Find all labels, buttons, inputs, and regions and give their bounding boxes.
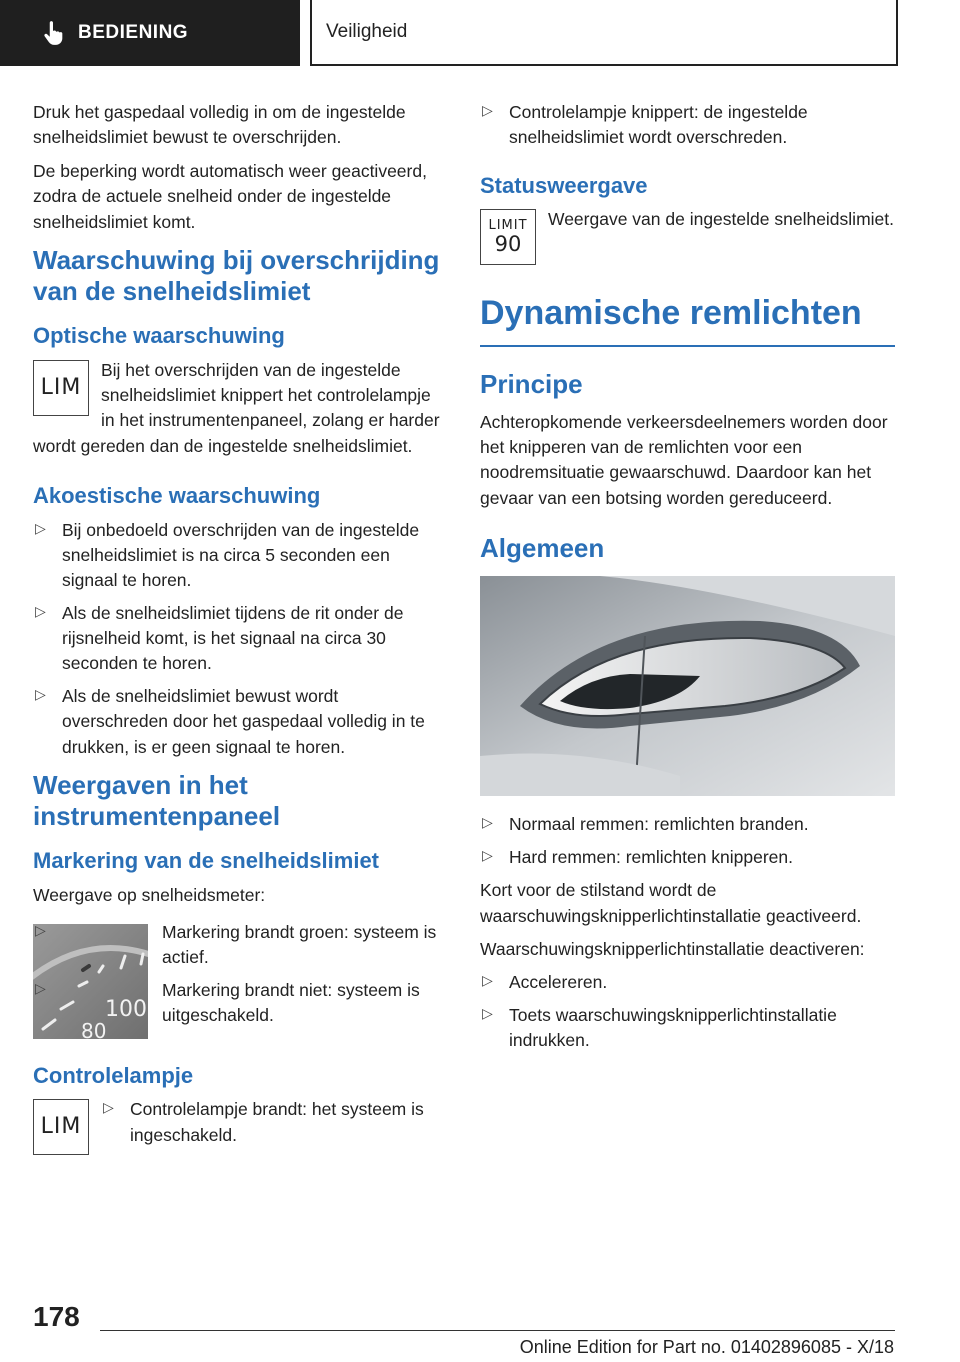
list-item: ▷ Als de snelheidslimiet bewust wordt overschreden door het gaspedaal volledig in te drukken, is er geen signaal te horen. [35,685,425,757]
triangle-bullet-icon: ▷ [103,1099,114,1116]
general-list [480,812,895,870]
pointing-hand-icon [40,20,66,46]
intro-paragraph-2: De beperking wordt automatisch weer geactiveerd, zodra de actuele snelheid onder de ingestelde snelheidslimiet komt. [33,160,427,232]
heading-general: Algemeen [480,533,605,564]
heading-display: Weergaven in het instrumentenpaneel [33,769,281,832]
tail-light-image [480,576,895,796]
triangle-bullet-icon: ▷ [482,1004,493,1021]
triangle-bullet-icon: ▷ [35,519,46,536]
list-item: ▷ Hard remmen: remlichten knipperen. [482,846,794,867]
triangle-bullet-icon: ▷ [482,846,493,863]
chapter-title: Veiligheid [326,21,408,43]
triangle-bullet-icon: ▷ [35,922,46,939]
list-item: ▷ Controlelampje knippert: de ingestelde snelheidslimiet wordt overschreden. [482,102,808,148]
limit-90-icon: LIMIT 90 [480,209,536,265]
footer-divider [100,1330,895,1331]
list-item: ▷ Toets waarschuwingsknipperlichtinstallatie indrukken. [482,1004,837,1051]
optical-warning-block [33,358,445,468]
speedo-label-80: 80 [81,1019,107,1040]
list-item: ▷ Markering brandt groen: systeem is actief. [35,922,437,968]
page-number: 178 [33,1301,80,1332]
marking-intro: Weergave op snelheidsmeter: [33,884,266,905]
heading-optical: Optische waarschuwing [33,323,285,349]
deactivate-list [480,970,895,1053]
lim-indicator-icon: LIM [33,360,89,416]
triangle-bullet-icon: ▷ [35,685,46,702]
lamp-list [101,1097,445,1155]
status-block [480,207,895,269]
list-item: ▷ Bij onbedoeld overschrijden van de ingestelde snelheidslimiet is na circa 5 seconden een signaal te horen. [35,519,420,591]
lamp-block [33,1097,445,1163]
general-paragraph-1: Kort voor de stilstand wordt de waarschuwingsknipperlichtinstallatie geactiveerd. [480,880,862,926]
triangle-bullet-icon: ▷ [35,602,46,619]
heading-marking: Markering van de snelheidslimiet [33,848,380,874]
heading-lamp: Controlelampje [33,1063,194,1089]
optical-text: Bij het overschrijden van de ingestelde snelheidslimiet knippert het controlelampje in het instrumentenpaneel, zolang er harder wordt gereden dan de ingestelde snelheidslimiet. [33,359,440,456]
marking-block [33,916,445,1047]
top-list [480,100,895,151]
acoustic-list [33,518,445,760]
list-item: ▷ Controlelampje brandt: het systeem is ingeschakeld. [103,1099,424,1145]
list-item: ▷ Markering brandt niet: systeem is uitgeschakeld. [35,979,420,1026]
heading-principle: Principe [480,368,583,399]
list-item: ▷ Als de snelheidslimiet tijdens de rit onder de rijsnelheid komt, is het signaal na circa 30 seconden te horen. [35,602,404,674]
right-column [480,100,895,1061]
triangle-bullet-icon: ▷ [482,102,493,118]
left-column [33,100,445,1163]
heading-dynamic-brake-lights: Dynamische remlichten [480,295,895,346]
intro-paragraph-1: Druk het gaspedaal volledig in om de ingestelde snelheidslimiet bewust te overschrijden. [33,102,406,148]
heading-warning: Waarschuwing bij overschrijding van de snelheidslimiet [33,244,440,307]
edition-footer: Online Edition for Part no. 01402896085 - X/18 [519,1337,894,1357]
triangle-bullet-icon: ▷ [482,972,493,989]
list-item: ▷ Normaal remmen: remlichten branden. [482,814,809,835]
lim-indicator-icon: LIM [33,1099,89,1155]
section-title: BEDIENING [78,22,189,44]
status-text: Weergave van de ingestelde snelheidslimiet. [548,209,894,230]
triangle-bullet-icon: ▷ [35,979,46,996]
list-item: ▷ Accelereren. [482,972,608,993]
section-tab [0,0,300,66]
chapter-header [310,0,898,66]
speedo-label-100: 100 [105,997,147,1023]
principle-text: Achteropkomende verkeersdeelnemers worden door het knipperen van de remlichten voor een noodremsituatie gewaarschuwd. Daardoor kan het gevaar van een botsing worden gereduceerd. [480,411,888,508]
heading-acoustic: Akoestische waarschuwing [33,483,321,509]
heading-status: Statusweergave [480,172,648,198]
triangle-bullet-icon: ▷ [482,814,493,831]
general-paragraph-2: Waarschuwingsknipperlichtinstallatie deactiveren: [480,938,865,959]
